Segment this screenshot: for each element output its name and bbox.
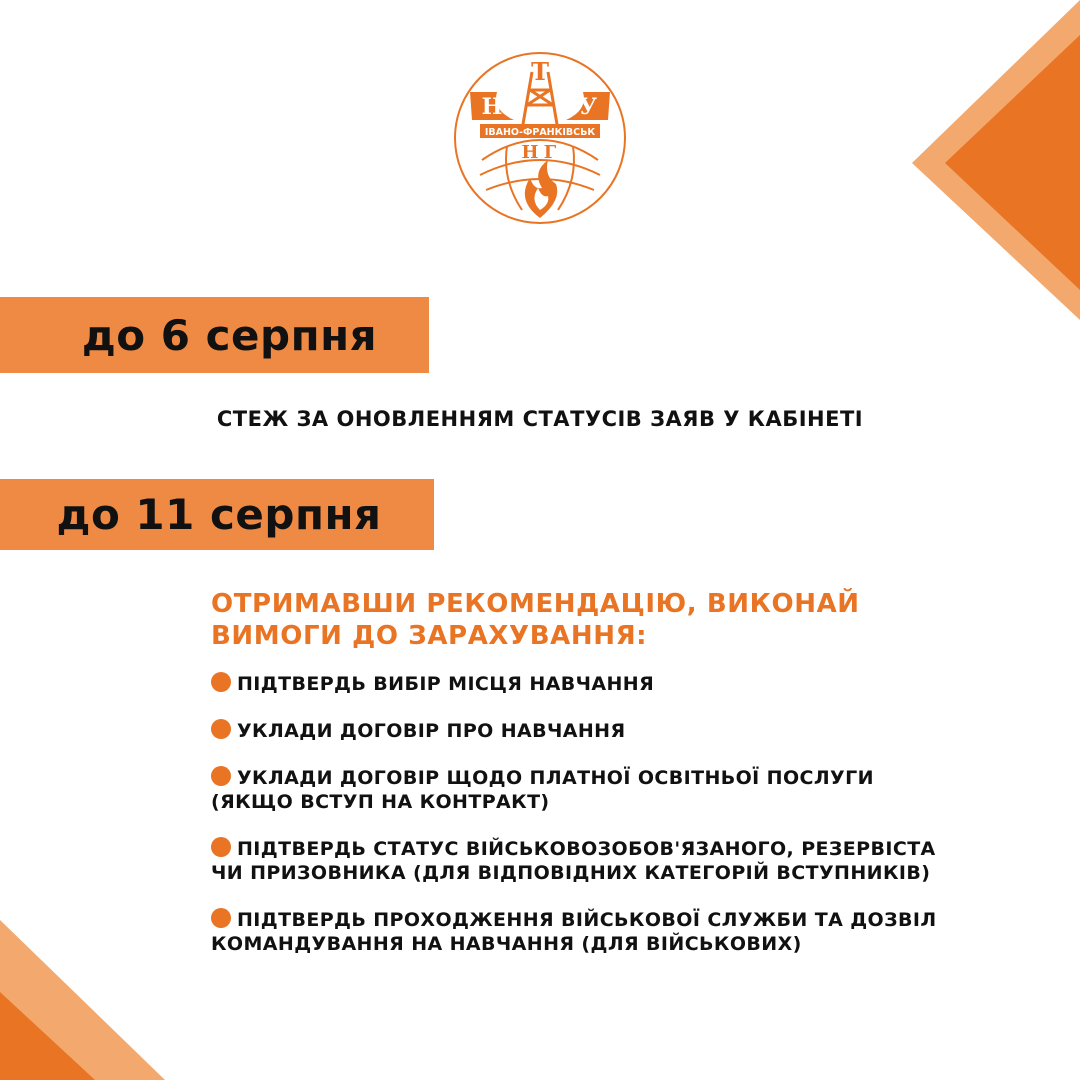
logo-letter-u: У bbox=[579, 94, 597, 120]
logo-letter-n: Н bbox=[481, 94, 503, 120]
deadline-label: до 11 серпня bbox=[56, 490, 382, 539]
logo-letter-t: Т bbox=[531, 57, 549, 86]
bullet-dot-icon bbox=[211, 908, 231, 928]
list-item bbox=[211, 908, 941, 956]
requirements-heading: ОТРИМАВШИ РЕКОМЕНДАЦІЮ, ВИКОНАЙ ВИМОГИ ДО ЗАРАХУВАННЯ: bbox=[211, 589, 860, 651]
university-logo bbox=[452, 50, 628, 226]
list-item-text: ПІДТВЕРДЬ СТАТУС ВІЙСЬКОВОЗОБОВ'ЯЗАНОГО, РЕЗЕРВІСТА ЧИ ПРИЗОВНИКА (ДЛЯ ВІДПОВІДНИХ КАТЕГОРІЙ ВСТУПНИКІВ) bbox=[211, 838, 936, 884]
requirements-list bbox=[211, 672, 941, 979]
deadline-band-aug11 bbox=[0, 479, 434, 550]
bullet-dot-icon bbox=[211, 837, 231, 857]
list-item bbox=[211, 766, 941, 814]
list-item bbox=[211, 719, 941, 743]
logo-letter-n2: Н bbox=[521, 142, 539, 163]
bullet-dot-icon bbox=[211, 672, 231, 692]
logo-city-text: ІВАНО-ФРАНКІВСЬК bbox=[484, 127, 596, 138]
list-item-text: ПІДТВЕРДЬ ВИБІР МІСЦЯ НАВЧАННЯ bbox=[237, 673, 655, 695]
logo-letter-g: Г bbox=[543, 142, 557, 163]
deadline-label: до 6 серпня bbox=[81, 310, 378, 360]
deadline-band-aug6 bbox=[0, 297, 429, 373]
bullet-dot-icon bbox=[211, 719, 231, 739]
list-item-text: ПІДТВЕРДЬ ПРОХОДЖЕННЯ ВІЙСЬКОВОЇ СЛУЖБИ ТА ДОЗВІЛ КОМАНДУВАННЯ НА НАВЧАННЯ (ДЛЯ ВІЙСЬКОВИХ) bbox=[211, 909, 937, 955]
bullet-dot-icon bbox=[211, 766, 231, 786]
list-item-text: УКЛАДИ ДОГОВІР ЩОДО ПЛАТНОЇ ОСВІТНЬОЇ ПОСЛУГИ (ЯКЩО ВСТУП НА КОНТРАКТ) bbox=[211, 767, 874, 813]
status-instruction: СТЕЖ ЗА ОНОВЛЕННЯМ СТАТУСІВ ЗАЯВ У КАБІНЕТІ bbox=[216, 407, 864, 431]
list-item bbox=[211, 837, 941, 885]
list-item bbox=[211, 672, 941, 696]
list-item-text: УКЛАДИ ДОГОВІР ПРО НАВЧАННЯ bbox=[237, 720, 626, 742]
